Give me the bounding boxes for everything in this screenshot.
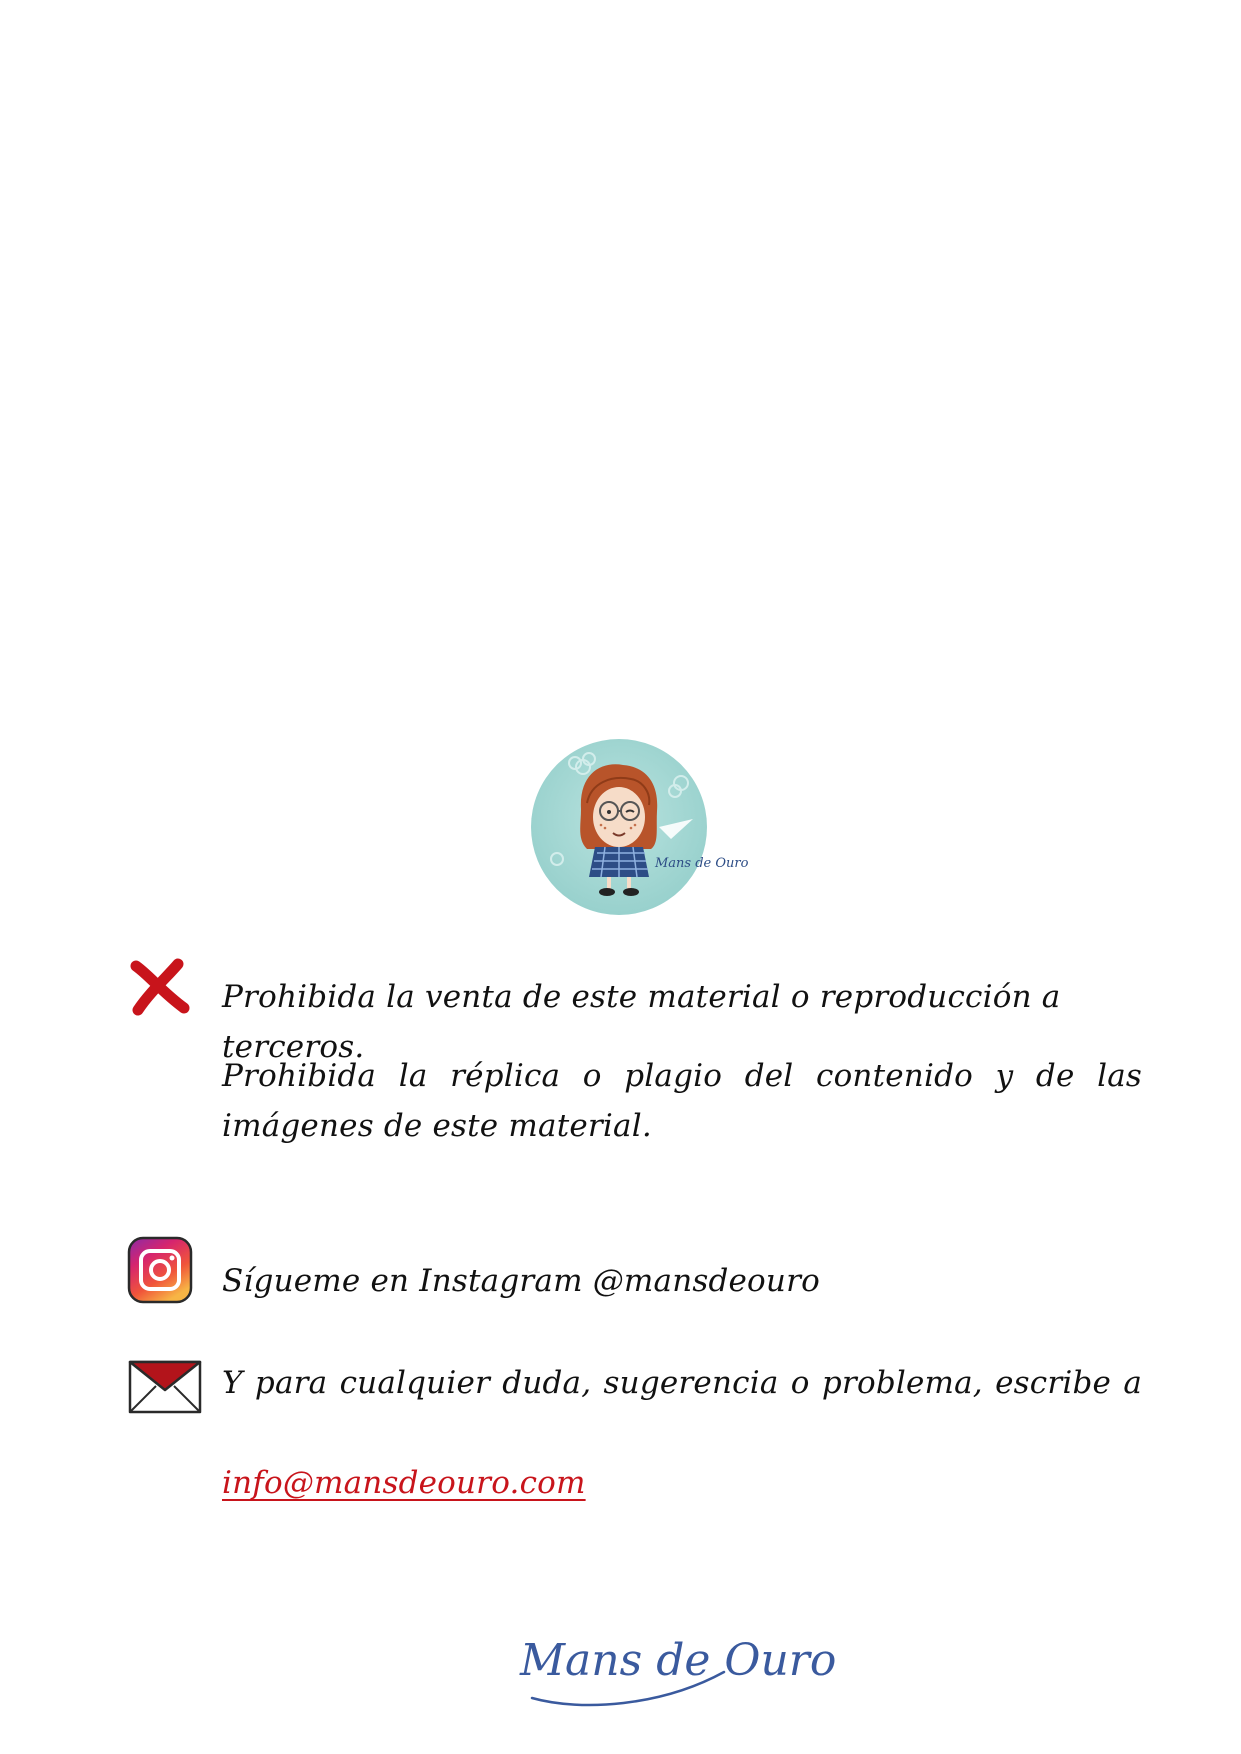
envelope-icon[interactable] xyxy=(126,1356,204,1416)
signature-logo xyxy=(512,1580,837,1715)
notice-no-sale: Prohibida la venta de este material o reproducción a terceros. xyxy=(222,979,1061,1065)
contact-text: Y para cualquier duda, sugerencia o problema, escribe a xyxy=(222,1365,1142,1401)
signature-text: Mans de Ouro xyxy=(520,1635,837,1686)
email-link[interactable]: info@mansdeouro.com xyxy=(222,1465,586,1501)
contact-block xyxy=(222,1358,1142,1508)
cross-icon xyxy=(128,958,190,1016)
instagram-icon[interactable] xyxy=(126,1235,194,1305)
notice-no-copy: Prohibida la réplica o plagio del contenido y de las imágenes de este material. xyxy=(222,1058,1142,1144)
mans-de-ouro-avatar xyxy=(531,739,749,915)
avatar-logo-text: Mans de Ouro xyxy=(655,856,749,871)
instagram-text: Sígueme en Instagram @mansdeouro xyxy=(222,1263,820,1299)
